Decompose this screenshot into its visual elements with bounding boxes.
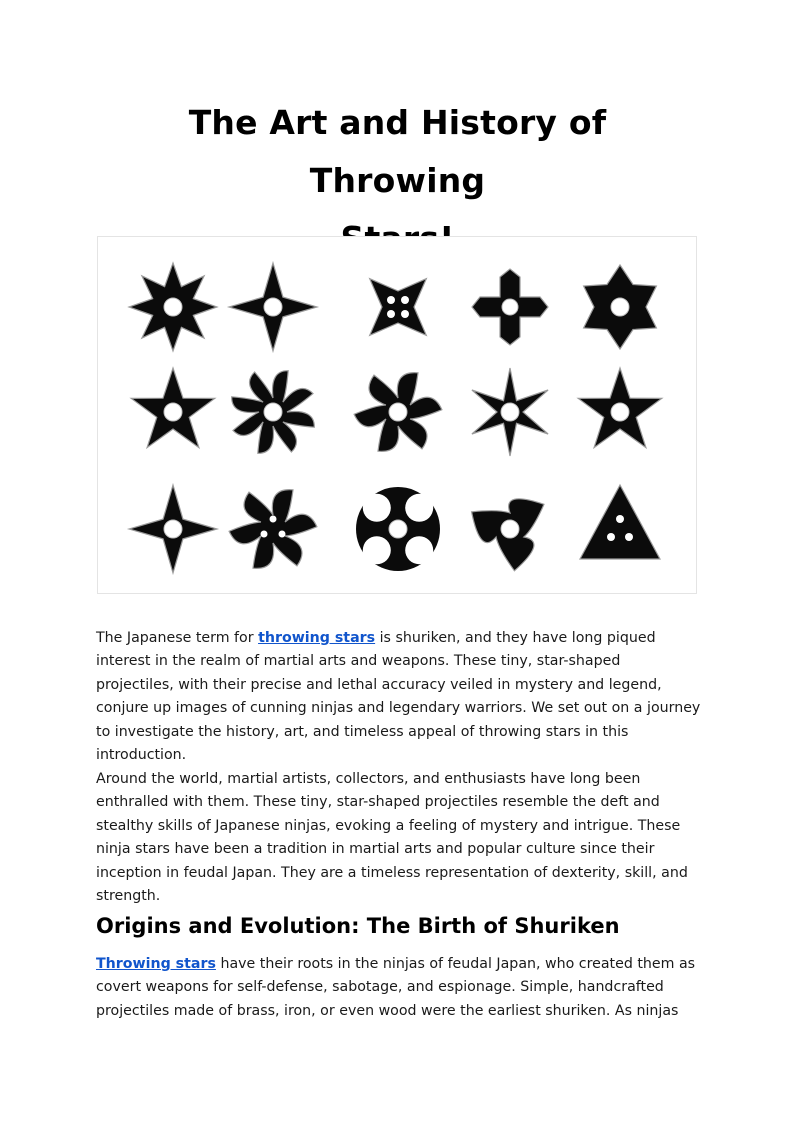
- shuriken-12-six-blade-swirl: [229, 490, 317, 569]
- shuriken-14-three-blade-swirl: [472, 499, 544, 571]
- throwing-stars-link[interactable]: throwing stars: [258, 630, 376, 646]
- shuriken-figure: [97, 236, 697, 594]
- shuriken-5-six-blade-wheel: [584, 265, 657, 349]
- shuriken-15-triangle-three-holes: [580, 485, 660, 559]
- throwing-stars-link-2[interactable]: Throwing stars: [96, 956, 216, 972]
- shuriken-2-four-point-star: [229, 263, 317, 351]
- shuriken-image: [98, 237, 696, 593]
- intro-paragraph: The Japanese term for throwing stars is shuriken, and they have long piqued interest in the realm of martial arts and weapons. These tiny, star-shaped projectiles, with their precise and lethal accuracy veiled in mystery and legend, conjure up images of cunning ninjas and legendary warriors. We set out on a journey to investigate the history, art, and timeless appeal of throwing stars in this introduction.: [96, 630, 701, 764]
- shuriken-6-five-point-star: [131, 368, 215, 448]
- shuriken-11-four-point-star: [129, 485, 217, 573]
- shuriken-9-six-point-star: [472, 368, 548, 456]
- shuriken-3-four-blade-pinwheel: [370, 279, 427, 336]
- shuriken-8-six-blade-swirl: [354, 373, 442, 452]
- shuriken-4-cross-arrow: [472, 269, 548, 345]
- shuriken-1-eight-point-star: [129, 263, 217, 351]
- second-paragraph: Around the world, martial artists, collectors, and enthusiasts have long been enthralled with them. These tiny, star-shaped projectiles resemble the deft and stealthy skills of Japanese ninjas, evoking a feeling of mystery and intrigue. These ninja stars have been a tradition in martial arts and popular culture since their inception in feudal Japan. They are a timeless representation of dexterity, skill, and strength.: [96, 771, 688, 905]
- origins-paragraph: Throwing stars have their roots in the ninjas of feudal Japan, who created them as covert weapons for self-defense, sabotage, and espionage. Simple, handcrafted projectiles made of brass, iron, or even wood were the earliest shuriken. As ninjas: [96, 956, 696, 1019]
- shuriken-10-five-point-star: [578, 368, 662, 448]
- shuriken-13-disc-four-cutouts: [356, 487, 440, 571]
- title-line-1: The Art and History of Throwing: [188, 103, 607, 200]
- shuriken-7-eight-blade-swirl: [232, 371, 315, 454]
- section-heading: Origins and Evolution: The Birth of Shuriken: [96, 914, 620, 938]
